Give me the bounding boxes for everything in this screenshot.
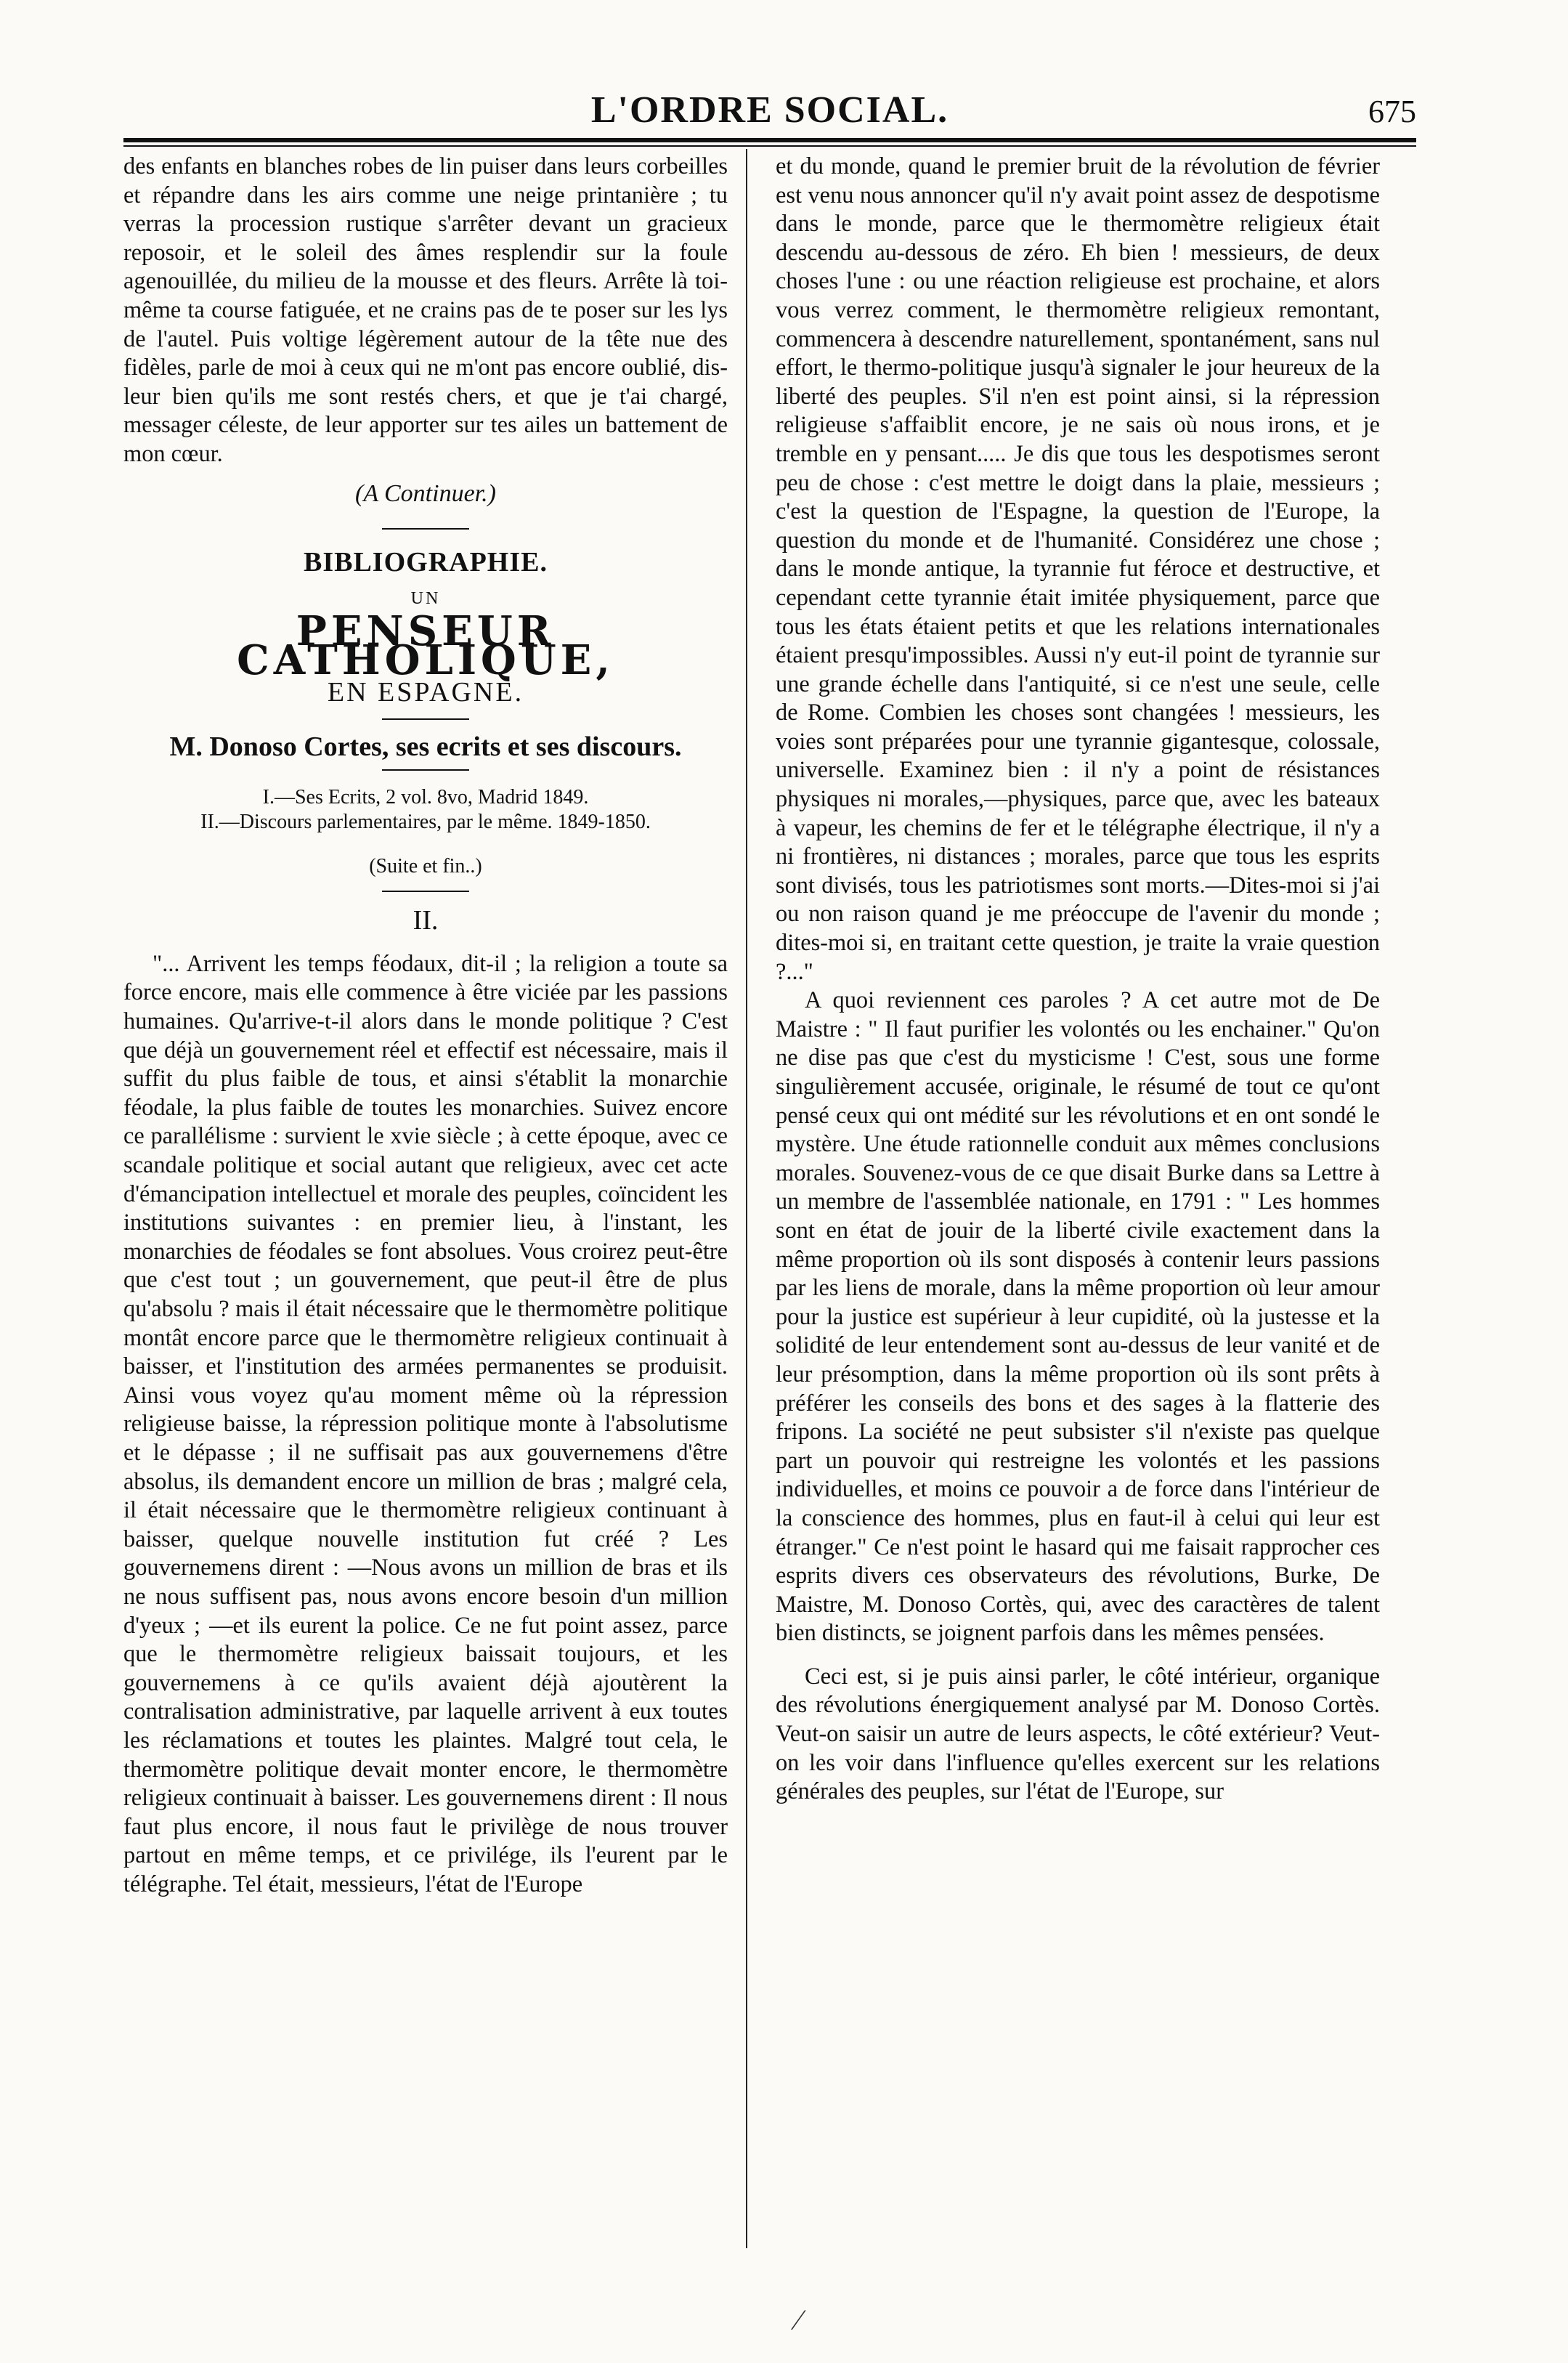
title-divider [382, 718, 469, 720]
article-title: PENSEUR CATHOLIQUE, [237, 607, 614, 684]
article-heading: M. Donoso Cortes, ses ecrits et ses discours. [169, 731, 682, 763]
header-rule-thick [123, 138, 1416, 142]
suite-divider [382, 891, 469, 892]
section-divider [382, 528, 469, 530]
ink-mark: ⁄ [796, 2303, 801, 2336]
column-divider [746, 149, 747, 2248]
article-title-prefix: UN [410, 588, 441, 608]
section-title: BIBLIOGRAPHIE. [303, 547, 548, 578]
heading-divider [382, 769, 469, 771]
right-paragraph-3: Ceci est, si je puis ainsi parler, le côté intérieur, organique des révolutions énergiquement analysé par M. Donoso Cortès. Veut-on saisir un autre de leurs aspects, le côté extérieur? Veut-on les voir dans l'influence qu'elles exercent sur les relations générales des peuples, sur l'état de l'Europe, sur [776, 1663, 1380, 1805]
article-subtitle: EN ESPAGNE. [327, 676, 524, 708]
reference-2: II.—Discours parlementaires, par le même. 1849-1850. [200, 810, 651, 833]
right-paragraph-2: A quoi reviennent ces paroles ? A cet autre mot de De Maistre : " Il faut purifier les volontés ou les enchainer." Qu'on ne dise pas que c'est du mysticisme ! C'est, sous une forme singulièrement accusée, originale, le résumé de tout ce qu'ont pensé ceux qui ont médité sur les révolutions et en ont sondé le mystère. Une étude rationnelle conduit aux mêmes conclusions morales. Souvenez-vous de ce que disait Burke dans sa Lettre à un membre de l'assemblée nationale, en 1791 : " Les hommes sont en état de jouir de la liberté civile exactement dans la même proportion où ils sont disposés à contenir leurs passions par les liens de morale, dans la même proportion où leur amour pour la justice est supérieur à leur cupidité, où la justesse et la solidité de leur entendement sont au-dessus de leur vanité et de leur présomption, dans la même proportion où ils sont prêts à préférer les conseils des bons et des sages à la flatterie des fripons. La société ne peut subsister s'il n'existe pas quelque part un pouvoir qui restreigne les volontés et les passions individuelles, et moins ce pouvoir a de force dans l'intérieur de la conscience des hommes, plus en faut-il à celui qui leur est étranger." Ce n'est point le hasard qui me faisait rapprocher ces esprits divers ces observateurs des révolutions, Burke, De Maistre, M. Donoso Cortès, qui, avec des caractères de talent bien distincts, se joignent parfois dans les mêmes pensées. [776, 987, 1380, 1647]
journal-title: L'ORDRE SOCIAL. [590, 89, 949, 131]
header-rule-thin [123, 145, 1416, 147]
right-column [776, 153, 1380, 2245]
right-paragraph-1: et du monde, quand le premier bruit de la révolution de février est venu nous annoncer qu'il n'y avait point assez de despotisme dans le monde, parce que le thermomètre religieux était descendu au-dessous de zéro. Eh bien ! messieurs, de deux choses l'une : ou une réaction religieuse est prochaine, et alors vous verrez comment, le thermomètre religieux remontant, commencera à descendre naturellement, spontanément, sans nul effort, le thermo-politique jusqu'à signaler le jour heureux de la liberté des peuples. S'il n'en est point ainsi, si la répression religieuse s'affaiblit encore, je ne sais où nous irons, et je tremble en y pensant..... Je dis que tous les despotismes seront peu de chose : c'est mettre le doigt dans la plaie, messieurs ; c'est la question de l'Espagne, la question de l'Europe, la question du monde et de l'humanité. Considérez une chose ; dans le monde antique, la tyrannie fut féroce et destructive, et cependant cette tyrannie était imitée physiquement, parce que tous les états étaient petits et que les relations internationales étaient presqu'impossibles. Aussi n'y eut-il point de tyrannie sur une grande échelle dans l'antiquité, si ce n'est une seule, celle de Rome. Combien les choses sont changées ! messieurs, les voies sont préparées pour une tyrannie gigantesque, colossale, universelle. Examinez bien : il n'y a point de résistances physiques ni morales,—physiques, parce que, avec les bateaux à vapeur, les chemins de fer et le télégraphe électrique, il n'y a ni frontières, ni distances ; morales, parce que tous les esprits sont divisés, tous les patriotismes sont morts.—Dites-moi si j'ai ou non raison quand je me préoccupe de l'avenir du monde ; dites-moi si, en traitant cette question, je traite la vraie question ?..." [776, 153, 1380, 985]
page-number: 675 [1368, 94, 1416, 129]
reference-1: I.—Ses Ecrits, 2 vol. 8vo, Madrid 1849. [262, 785, 589, 808]
running-header [123, 86, 1416, 137]
left-paragraph-1: des enfants en blanches robes de lin puiser dans leurs corbeilles et répandre dans les airs comme une neige printanière ; tu verras la procession rustique s'arrêter devant un gracieux reposoir, et le soleil des âmes resplendir sur la foule agenouillée, du milieu de la mousse et des fleurs. Arrête là toi-même ta course fatiguée, et ne crains pas de te poser sur les lys de l'autel. Puis voltige légèrement autour de la tête nue des fidèles, parle de moi à ceux qui ne m'ont pas encore oublié, dis-leur bien qu'ils me sont restés chers, et que je t'ai chargé, messager céleste, de leur apporter sur tes ailes un battement de mon cœur. [123, 153, 728, 467]
continuation-note: (A Continuer.) [355, 479, 496, 507]
left-paragraph-2: "... Arrivent les temps féodaux, dit-il ; la religion a toute sa force encore, mais elle commence à être viciée par les passions humaines. Qu'arrive-t-il alors dans le monde politique ? C'est que déjà un gouvernement réel et effectif est nécessaire, mais il suffit du plus faible de tous, et ainsi s'établit la monarchie féodale, la plus faible de toutes les monarchies. Suivez encore ce parallélisme : survient le xvie siècle ; à cette époque, avec ce scandale politique et social autant que religieux, avec cet acte d'émancipation intellectuel et morale des peuples, coïncident les institutions suivantes : en premier lieu, à l'instant, les monarchies de féodales se font absolues. Vous croirez peut-être que c'est tout ; un gouvernement, que peut-il être de plus qu'absolu ? mais il était nécessaire que le thermomètre politique montât encore parce que le thermomètre religieux continuait à baisser, et l'institution des armées permanentes se produisit. Ainsi vous voyez qu'au moment même où la répression religieuse baisse, la répression politique monte à l'absolutisme et le dépasse ; il ne suffisait pas aux gouvernemens d'être absolus, ils demandent encore un million de bras ; malgré cela, il était nécessaire que le thermomètre religieux continuant à baisser, quelque nouvelle institution fut créé ? Les gouvernemens dirent : —Nous avons un million de bras et ils ne nous suffisent pas, nous avons encore besoin d'un million d'yeux ; —et ils eurent la police. Ce ne fut point assez, parce que le thermomètre religieux baissait toujours, et les gouvernemens à ce qu'ils avaient déjà ajoutèrent la contralisation administrative, par laquelle arrivent à eux toutes les réclamations et toutes les plaintes. Malgré tout cela, le thermomètre politique devait monter encore, le thermomètre religieux continuait à baisser. Les gouvernemens dirent : Il nous faut plus encore, il nous faut le privilège de nous trouver partout en même temps, et ce privilége, ils l'eurent par le télégraphe. Tel était, messieurs, l'état de l'Europe [123, 950, 728, 1897]
part-number: II. [413, 905, 439, 936]
left-column [123, 153, 728, 2245]
suite-note: (Suite et fin..) [369, 854, 482, 877]
